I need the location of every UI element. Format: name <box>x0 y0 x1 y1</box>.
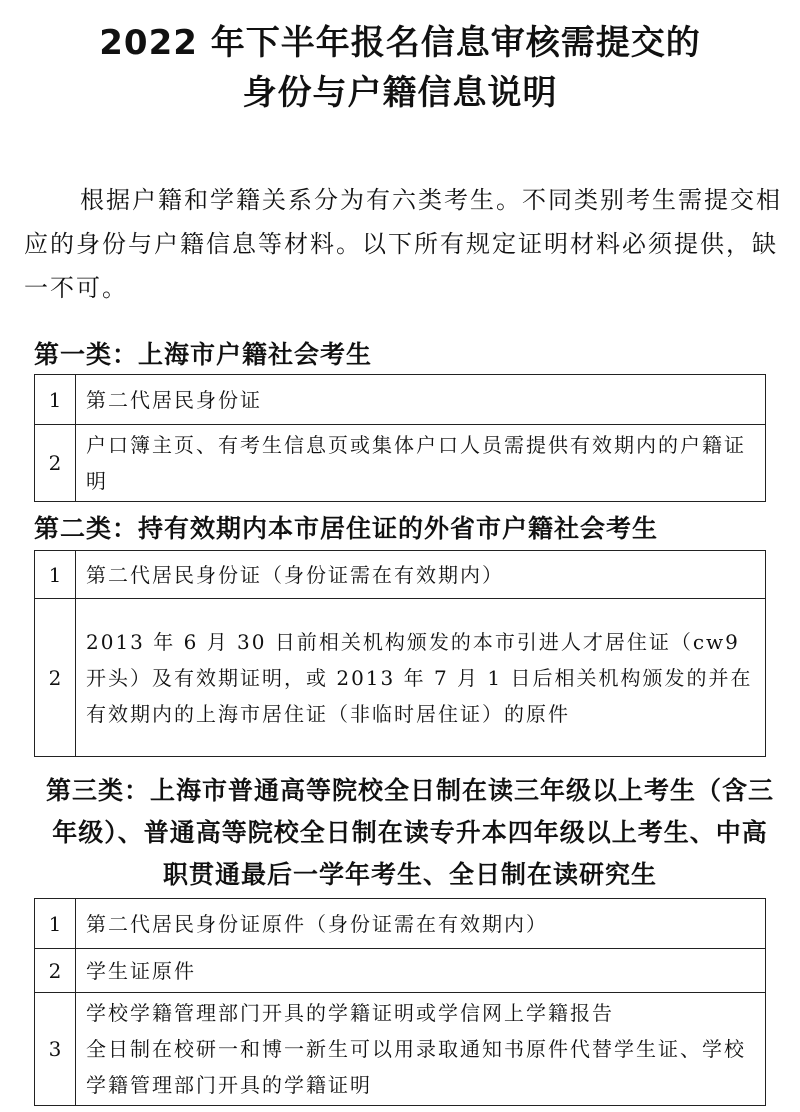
category-2-heading: 第二类：持有效期内本市居住证的外省市户籍社会考生 <box>34 514 659 543</box>
table-row <box>35 949 766 993</box>
row-number: 1 <box>35 551 76 599</box>
row-requirement: 2013 年 6 月 30 日前相关机构颁发的本市引进人才居住证（cw9 开头）及有效期证明，或 2013 年 7 月 1 日后相关机构颁发的并在有效期内的上海市居住证（非临时居住证）的原件 <box>76 599 766 757</box>
row-number: 1 <box>35 899 76 949</box>
row-requirement: 第二代居民身份证 <box>76 375 766 425</box>
title-line-2: 身份与户籍信息说明 <box>242 73 558 113</box>
table-row <box>35 993 766 1106</box>
row-requirement-line: 学校学籍管理部门开具的学籍证明或学信网上学籍报告 <box>86 1001 614 1025</box>
row-requirement: 第二代居民身份证原件（身份证需在有效期内） <box>76 899 766 949</box>
row-number: 3 <box>35 993 76 1106</box>
intro-paragraph: 根据户籍和学籍关系分为有六类考生。不同类别考生需提交相应的身份与户籍信息等材料。以下所有规定证明材料必须提供，缺一不可。 <box>24 186 782 302</box>
table-row <box>35 375 766 425</box>
category-3-table <box>34 898 766 1106</box>
row-requirement-line: 全日制在校研一和博一新生可以用录取通知书原件代替学生证、学校学籍管理部门开具的学籍证明 <box>86 1037 746 1097</box>
row-requirement: 第二代居民身份证（身份证需在有效期内） <box>76 551 766 599</box>
category-2-table <box>34 550 766 757</box>
row-number: 1 <box>35 375 76 425</box>
row-requirement <box>76 993 766 1106</box>
category-3-heading: 第三类：上海市普通高等院校全日制在读三年级以上考生（含三年级）、普通高等院校全日制在读专升本四年级以上考生、中高职贯通最后一学年考生、全日制在读研究生 <box>45 776 774 889</box>
row-number: 2 <box>35 425 76 502</box>
document-title <box>0 0 800 118</box>
row-number: 2 <box>35 599 76 757</box>
category-1-table <box>34 374 766 502</box>
title-line-1: 2022 年下半年报名信息审核需提交的 <box>99 23 701 63</box>
row-number: 2 <box>35 949 76 993</box>
category-1-heading: 第一类：上海市户籍社会考生 <box>34 340 373 369</box>
row-requirement: 学生证原件 <box>76 949 766 993</box>
table-row <box>35 599 766 757</box>
row-requirement: 户口簿主页、有考生信息页或集体户口人员需提供有效期内的户籍证明 <box>76 425 766 502</box>
table-row <box>35 899 766 949</box>
table-row <box>35 551 766 599</box>
table-row <box>35 425 766 502</box>
